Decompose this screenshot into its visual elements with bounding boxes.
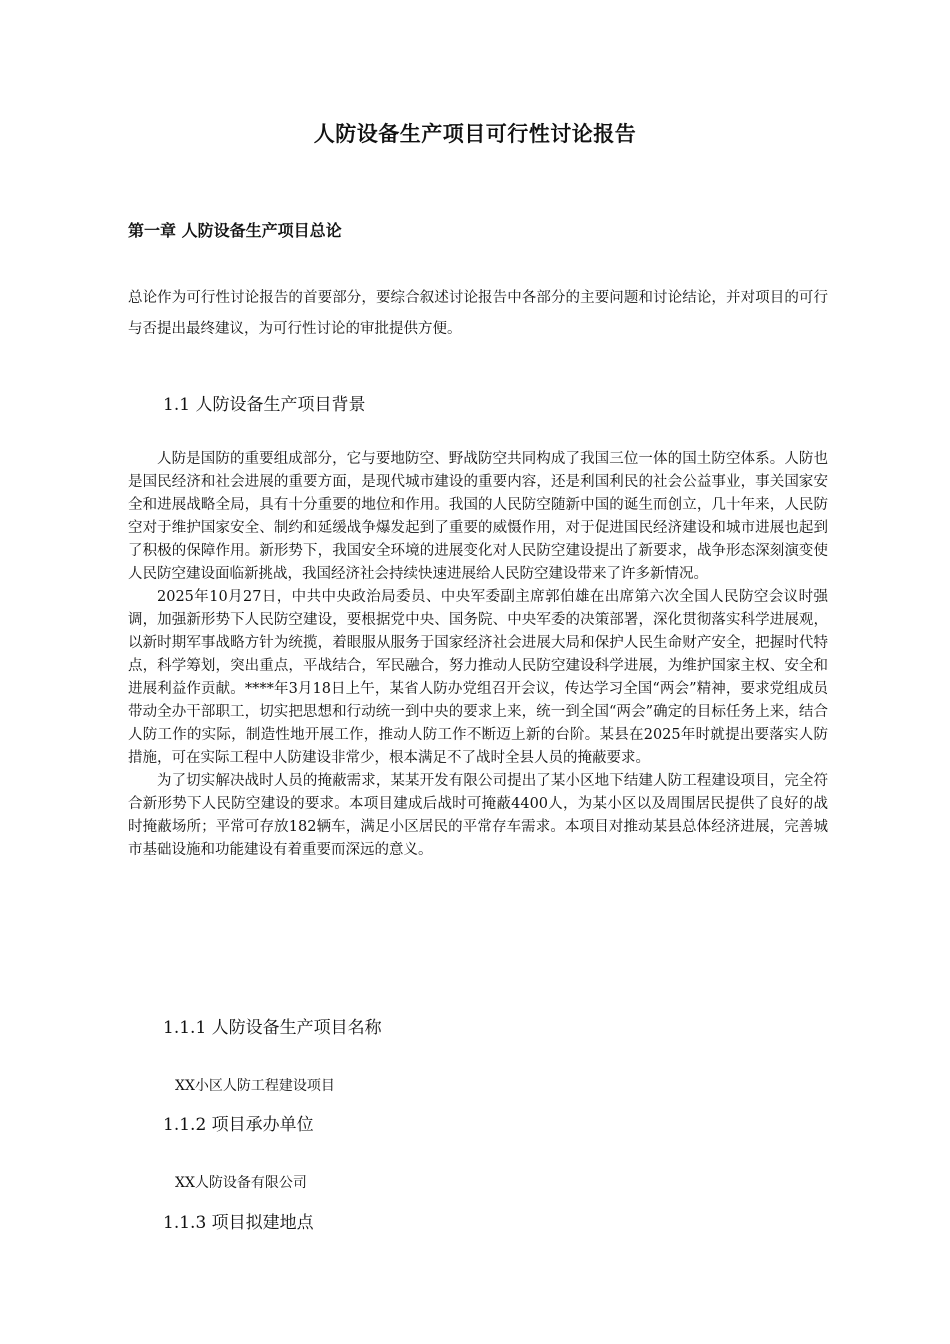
project-name-value: XX小区人防工程建设项目 bbox=[175, 1078, 335, 1094]
section-heading-1-1: 1.1 人防设备生产项目背景 bbox=[163, 395, 366, 415]
body-paragraph: 人防是国防的重要组成部分，它与要地防空、野战防空共同构成了我国三位一体的国土防空体系。人防也是国民经济和社会进展的重要方面，是现代城市建设的重要内容，还是利国利民的社会公益事业，事关国家安全和进展战略全局，具有十分重要的地位和作用。我国的人民防空随新中国的诞生而创立，几十年来，人民防空对于维护国家安全、制约和延缓战争爆发起到了重要的威慑作用，对于促进国民经济建设和城市进展也起到了积极的保障作用。新形势下，我国安全环境的进展变化对人民防空建设提出了新要求，战争形态深刻演变使人民防空建设面临新挑战，我国经济社会持续快速进展给人民防空建设带来了许多新情况。 bbox=[128, 451, 828, 582]
sponsor-unit-value: XX人防设备有限公司 bbox=[175, 1175, 307, 1191]
section-heading-1-1-1: 1.1.1 人防设备生产项目名称 bbox=[163, 1018, 382, 1038]
section-heading-1-1-3: 1.1.3 项目拟建地点 bbox=[163, 1213, 314, 1233]
intro-paragraph: 总论作为可行性讨论报告的首要部分，要综合叙述讨论报告中各部分的主要问题和讨论结论，并对项目的可行与否提出最终建议，为可行性讨论的审批提供方便。 bbox=[128, 290, 828, 337]
body-paragraph: 为了切实解决战时人员的掩蔽需求，某某开发有限公司提出了某小区地下结建人防工程建设项目，完全符合新形势下人民防空建设的要求。本项目建成后战时可掩蔽4400人，为某小区以及周围居民提供了良好的战时掩蔽场所；平常可存放182辆车，满足小区居民的平常存车需求。本项目对推动某县总体经济进展，完善城市基础设施和功能建设有着重要而深远的意义。 bbox=[128, 773, 828, 858]
chapter-title: 第一章 人防设备生产项目总论 bbox=[128, 221, 342, 240]
body-paragraph: 2025年10月27日，中共中央政治局委员、中央军委副主席郭伯雄在出席第六次全国人民防空会议时强调，加强新形势下人民防空建设，要根据党中央、国务院、中央军委的决策部署，深化贯彻落实科学进展观，以新时期军事战略方针为统揽，着眼服从服务于国家经济社会进展大局和保护人民生命财产安全，把握时代特点，科学筹划，突出重点，平战结合，军民融合，努力推动人民防空建设科学进展，为维护国家主权、安全和进展利益作贡献。****年3月18日上午，某省人防办党组召开会议，传达学习全国“两会”精神，要求党组成员带动全办干部职工，切实把思想和行动统一到中央的要求上来，统一到全国“两会”确定的目标任务上来，结合人防工作的实际，制造性地开展工作，推动人防工作不断迈上新的台阶。某县在2025年时就提出要落实人防措施，可在实际工程中人防建设非常少，根本满足不了战时全县人员的掩蔽要求。 bbox=[128, 589, 828, 766]
section-heading-1-1-2: 1.1.2 项目承办单位 bbox=[163, 1115, 314, 1135]
document-title: 人防设备生产项目可行性讨论报告 bbox=[313, 121, 637, 146]
section-body bbox=[128, 448, 828, 862]
